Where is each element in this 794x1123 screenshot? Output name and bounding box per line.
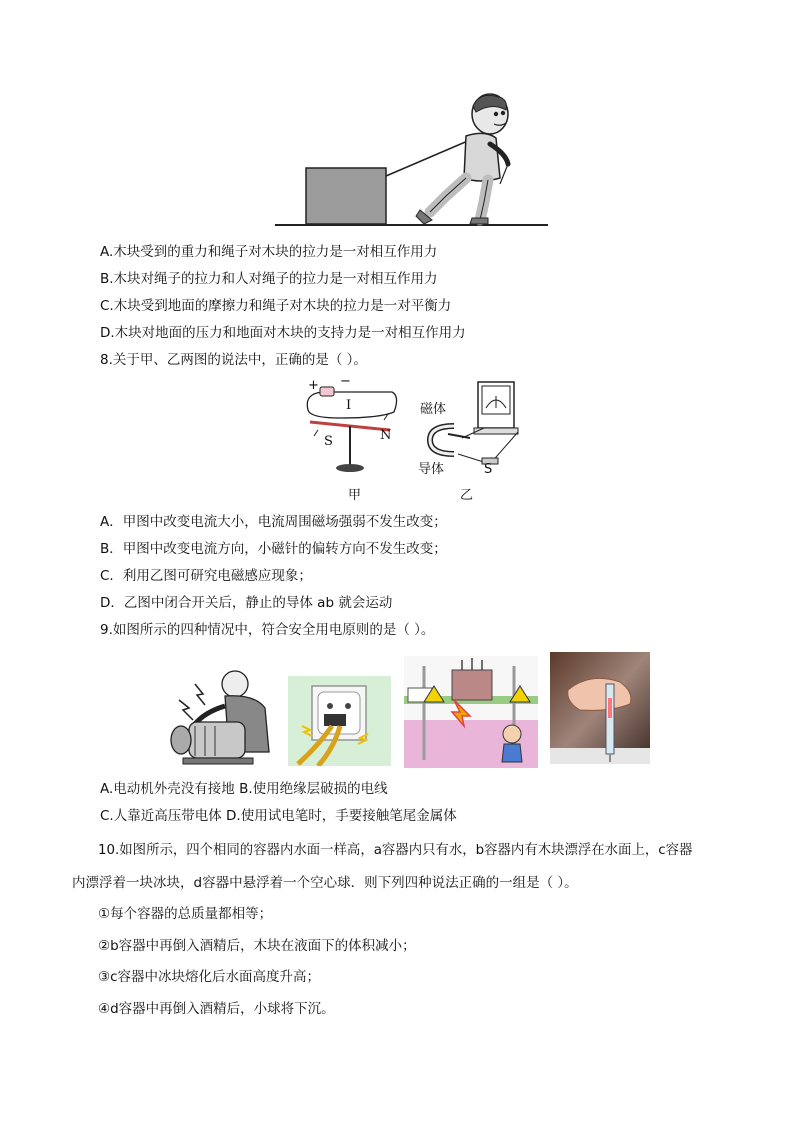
yi-switch-label: S — [484, 462, 493, 477]
yi-conductor-label: 导体 — [418, 462, 445, 477]
q10-stem-line-2: 内漂浮着一块冰块，d容器中悬浮着一个空心球．则下列四种说法正确的一组是（ ）。 — [72, 875, 578, 891]
jia-current-label: I — [346, 398, 352, 413]
jia-plus-label: + — [308, 378, 319, 393]
yi-magnet-label: 磁体 — [420, 402, 447, 417]
q10-stem-line-1: 10.如图所示，四个相同的容器内水面一样高，a容器内只有水，b容器内有木块漂浮在水面上，c容器 — [98, 843, 693, 858]
q10-item-1: ①每个容器的总质量都相等； — [98, 906, 273, 922]
q8-figure-yi — [418, 378, 523, 503]
jia-caption: 甲 — [348, 488, 362, 503]
q8-option-d: D．乙图中闭合开关后，静止的导体 ab 就会运动 — [100, 595, 393, 611]
q7-option-d: D.木块对地面的压力和地面对木块的支持力是一对相互作用力 — [100, 325, 466, 341]
q8-figure-jia — [300, 374, 405, 503]
yi-caption: 乙 — [460, 488, 474, 503]
q10-item-3: ③c容器中冰块熔化后水面高度升高； — [98, 969, 321, 985]
q9-options-row-1: A.电动机外壳没有接地 B.使用绝缘层破损的电线 — [100, 781, 388, 797]
q7-option-c: C.木块受到地面的摩擦力和绳子对木块的拉力是一对平衡力 — [100, 298, 452, 314]
q8-stem: 8.关于甲、乙两图的说法中，正确的是（ ）。 — [100, 352, 367, 368]
jia-s-label: S — [324, 434, 333, 449]
q8-option-c: C．利用乙图可研究电磁感应现象； — [100, 568, 312, 584]
jia-minus-label: − — [340, 374, 351, 389]
q10-item-4: ④d容器中再倒入酒精后，小球将下沉。 — [98, 1001, 335, 1017]
jia-n-label: N — [380, 428, 392, 443]
q7-option-b: B.木块对绳子的拉力和人对绳子的拉力是一对相互作用力 — [100, 271, 438, 287]
q9-image-high-voltage — [404, 656, 538, 768]
q9-image-test-pen — [550, 652, 652, 764]
q9-image-motor — [165, 660, 280, 768]
boy-pulling-block-figure — [270, 92, 555, 232]
q9-stem: 9.如图所示的四种情况中，符合安全用电原则的是（ ）。 — [100, 622, 435, 638]
q10-item-2: ②b容器中再倒入酒精后，木块在液面下的体积减小； — [98, 938, 416, 954]
q9-options-row-2: C.人靠近高压带电体 D.使用试电笔时，手要接触笔尾金属体 — [100, 808, 457, 824]
q8-option-a: A．甲图中改变电流大小，电流周围磁场强弱不发生改变； — [100, 514, 447, 530]
q7-option-a: A.木块受到的重力和绳子对木块的拉力是一对相互作用力 — [100, 244, 438, 260]
q9-image-damaged-wire — [288, 676, 391, 766]
q8-option-b: B．甲图中改变电流方向，小磁针的偏转方向不发生改变； — [100, 541, 447, 557]
